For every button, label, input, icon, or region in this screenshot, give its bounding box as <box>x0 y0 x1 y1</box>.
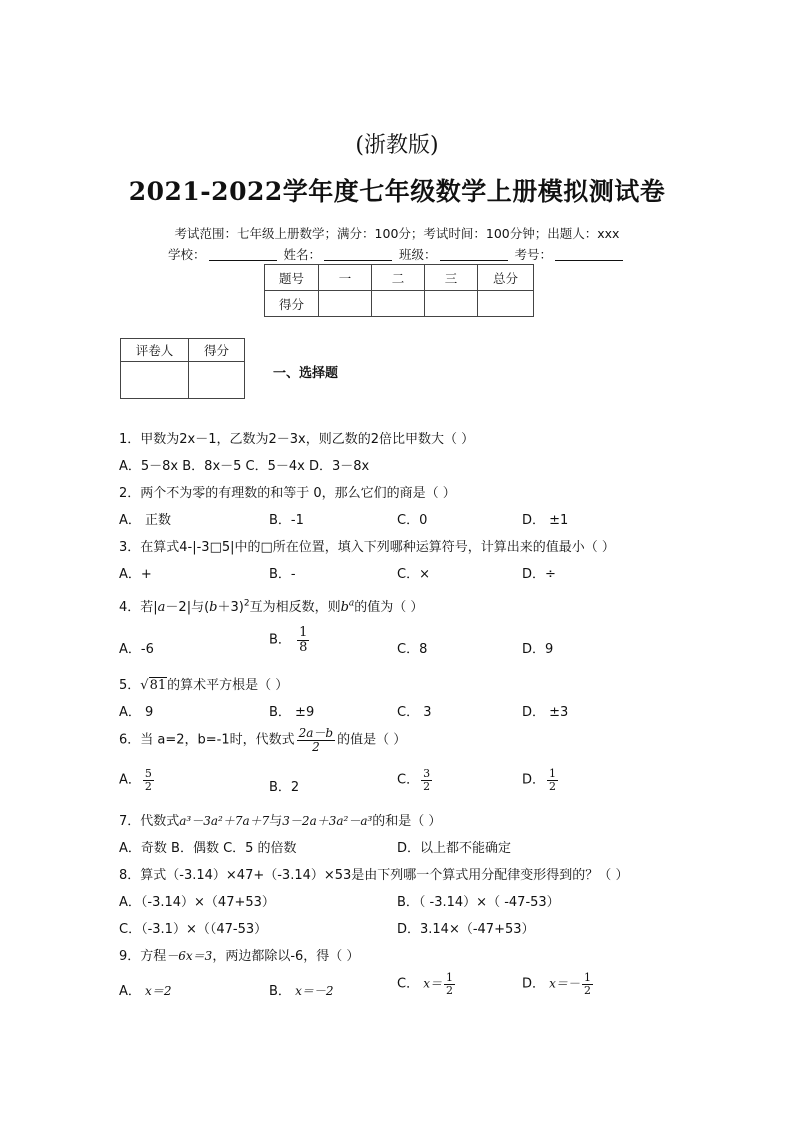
fraction <box>582 972 593 996</box>
q9-suffix: ，两边都除以-6，得（ ） <box>212 949 360 964</box>
option-c[interactable] <box>397 768 434 792</box>
grader-label: 评卷人 <box>121 339 189 362</box>
q5-suffix: 的算术平方根是（ ） <box>167 678 289 693</box>
question-4 <box>119 596 423 615</box>
score-col-1: 一 <box>319 265 372 291</box>
fraction-num: 1 <box>446 971 453 984</box>
q4-mid2: ＋3) <box>217 600 244 615</box>
score-cell[interactable] <box>372 291 425 317</box>
option-a[interactable]: A．+ <box>119 567 152 582</box>
question-7 <box>119 810 441 829</box>
question-1-options: A．5－8x B．8x－5 C．5－4x D．3－8x <box>119 459 370 474</box>
fraction <box>547 768 558 792</box>
q4-var-b: b <box>209 600 218 615</box>
option-b[interactable]: B．（ -3.14）×（ -47-53） <box>397 895 560 910</box>
q4-square: 2 <box>243 598 250 609</box>
score-col-total: 总分 <box>478 265 534 291</box>
score-cell[interactable] <box>319 291 372 317</box>
option-a[interactable]: A．-6 <box>119 642 154 657</box>
question-8: 8．算式（-3.14）×47+（-3.14）×53是由下列哪一个算式用分配律变形得到的？（ ） <box>119 868 629 883</box>
q6-prefix: 6．当 a=2，b=-1时，代数式 <box>119 732 295 748</box>
grader-cell[interactable] <box>121 362 189 399</box>
sqrt-symbol: √81 <box>140 678 167 693</box>
option-d[interactable]: D． ±3 <box>522 705 569 720</box>
fraction <box>143 768 154 792</box>
option-b-value: x＝－2 <box>295 984 334 998</box>
option-a[interactable]: A． 正数 <box>119 513 172 528</box>
question-3: 3．在算式4-|-3□5|中的□所在位置，填入下列哪种运算符号，计算出来的值最小（ ） <box>119 540 615 555</box>
q7-expr-2: 3－2a＋3a²－a³ <box>282 814 373 828</box>
section-title: 一、选择题 <box>273 366 339 381</box>
option-d[interactable]: D．÷ <box>522 567 556 582</box>
q4-prefix: 4．若| <box>119 600 158 615</box>
option-a[interactable]: A．（-3.14）×（47+53） <box>119 895 275 910</box>
fraction-num: 1 <box>549 767 557 780</box>
fraction-den: 2 <box>549 779 557 793</box>
question-7-options-left[interactable]: A．奇数 B．偶数 C．5 的倍数 <box>119 841 297 856</box>
option-c[interactable]: C．× <box>397 567 430 582</box>
fraction-den: 2 <box>583 983 591 997</box>
q7-suffix: 的和是（ ） <box>372 814 442 829</box>
option-c[interactable]: C． 3 <box>397 705 432 720</box>
option-b[interactable]: B．2 <box>269 780 300 795</box>
fraction-num: 3 <box>423 767 431 780</box>
question-1: 1．甲数为2x－1，乙数为2－3x，则乙数的2倍比甲数大（ ） <box>119 432 475 447</box>
edition-label: (浙教版) <box>355 133 439 158</box>
school-blank[interactable] <box>209 248 277 261</box>
name-blank[interactable] <box>324 248 392 261</box>
option-a-label: A． <box>119 772 141 788</box>
option-d[interactable] <box>522 972 595 996</box>
fraction-num: 5 <box>144 767 152 780</box>
grader-table <box>120 338 245 399</box>
q5-prefix: 5． <box>119 678 141 693</box>
score-col-2: 二 <box>372 265 425 291</box>
fraction-num: 2a－b <box>298 726 334 740</box>
q4-suffix: 的值为（ ） <box>354 600 424 615</box>
q4-pow-base: b <box>340 600 349 615</box>
option-a[interactable] <box>119 768 156 792</box>
score-table <box>264 264 534 317</box>
option-b-label: B． <box>269 984 291 999</box>
option-d[interactable]: D．3.14×（-47+53） <box>397 922 535 937</box>
option-a-label: A． <box>119 984 141 999</box>
fraction <box>444 972 455 996</box>
q7-expr-1: a³－3a²＋7a＋7 <box>179 814 270 828</box>
q7-mid: 与 <box>269 814 283 829</box>
class-label: 班级： <box>398 247 437 262</box>
grader-score-cell[interactable] <box>189 362 245 399</box>
sqrt-radicand: 81 <box>149 678 167 693</box>
exam-no-blank[interactable] <box>555 248 623 261</box>
class-blank[interactable] <box>440 248 508 261</box>
fraction-num: 1 <box>299 625 308 640</box>
option-c[interactable]: C．（-3.1）×（（47-53） <box>119 922 268 937</box>
option-b[interactable]: B． ±9 <box>269 705 315 720</box>
option-c[interactable] <box>397 972 457 996</box>
fraction-den: 2 <box>423 779 431 793</box>
score-table-header: 题号 <box>265 265 319 291</box>
question-6 <box>119 727 406 753</box>
q6-suffix: 的值是（ ） <box>337 732 407 748</box>
option-d-lhs: x＝－ <box>549 976 580 991</box>
fraction-num: 1 <box>583 971 591 984</box>
option-b[interactable] <box>269 980 333 999</box>
q4-mid1: －2|与( <box>165 600 210 615</box>
option-b[interactable]: B．-1 <box>269 513 304 528</box>
page-title: 2021-2022学年度七年级数学上册模拟测试卷 <box>128 177 666 206</box>
score-col-3: 三 <box>425 265 478 291</box>
fraction <box>297 626 309 654</box>
option-b-label: B． <box>269 632 291 648</box>
option-d[interactable]: D．9 <box>522 642 554 657</box>
score-row-label: 得分 <box>265 291 319 317</box>
option-d-label: D． <box>522 976 546 992</box>
option-a[interactable] <box>119 980 171 999</box>
q7-prefix: 7．代数式 <box>119 814 180 829</box>
option-c[interactable]: C．0 <box>397 513 428 528</box>
name-label: 姓名： <box>283 247 321 262</box>
option-c-lhs: x＝ <box>423 976 442 991</box>
grader-score-label: 得分 <box>189 339 245 362</box>
q4-pow-exp: a <box>348 598 355 609</box>
exam-info: 考试范围：七年级上册数学；满分：100分；考试时间：100分钟；出题人：xxx <box>174 226 620 241</box>
option-b[interactable] <box>269 626 311 654</box>
question-2: 2．两个不为零的有理数的和等于 0，那么它们的商是（ ） <box>119 486 456 501</box>
fraction <box>421 768 432 792</box>
option-d[interactable]: D．以上都不能确定 <box>397 841 512 856</box>
fraction-den: 2 <box>446 983 453 997</box>
q9-equation: －6x＝3 <box>166 949 213 963</box>
option-d[interactable] <box>522 768 560 792</box>
score-cell[interactable] <box>478 291 534 317</box>
q4-var-a: a <box>157 600 166 615</box>
option-a[interactable]: A． 9 <box>119 705 154 720</box>
option-a-value: x＝2 <box>145 984 172 998</box>
option-c[interactable]: C．8 <box>397 642 428 657</box>
option-c-label: C． <box>397 772 420 788</box>
exam-no-label: 考号： <box>514 247 552 262</box>
option-d-label: D． <box>522 772 546 788</box>
question-5 <box>119 674 288 693</box>
option-d[interactable]: D． ±1 <box>522 513 569 528</box>
fraction <box>297 727 335 753</box>
option-b[interactable]: B．- <box>269 567 296 582</box>
fraction-den: 2 <box>312 739 320 754</box>
option-c-label: C． <box>397 976 420 992</box>
question-9 <box>119 945 359 964</box>
fraction-den: 8 <box>299 639 308 655</box>
q9-prefix: 9．方程 <box>119 949 167 964</box>
student-fields <box>0 245 794 263</box>
school-label: 学校： <box>167 247 206 262</box>
score-cell[interactable] <box>425 291 478 317</box>
fraction-den: 2 <box>144 779 152 793</box>
q4-mid3: 互为相反数，则 <box>249 600 341 615</box>
